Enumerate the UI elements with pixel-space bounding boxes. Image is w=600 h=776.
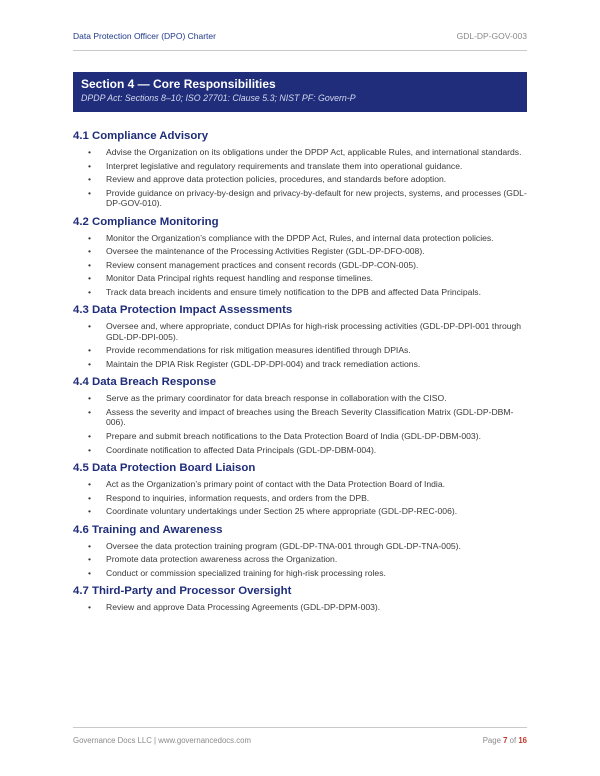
list-item-text: Oversee the maintenance of the Processing Activities Register (GDL-DP-DFO-008). [106,246,425,257]
list-item-text: Track data breach incidents and ensure timely notification to the DPB and affected Data Principals. [106,286,481,297]
bullet-list [73,541,527,579]
list-item-text: Respond to inquiries, information requests, and orders from the DPB. [106,492,370,503]
list-item [73,541,527,551]
list-item-text: Monitor the Organization’s compliance with the DPDP Act, Rules, and internal data protection policies. [106,232,494,243]
list-item-text: Promote data protection awareness across the Organization. [106,554,338,565]
section-heading: 4.6 Training and Awareness [73,523,223,536]
bullet-icon: • [88,321,92,332]
bullet-icon: • [88,187,92,198]
bullet-list [73,602,527,612]
list-item-text: Oversee the data protection training program (GDL-DP-TNA-001 through GDL-DP-TNA-005). [106,540,461,551]
section-title: Section 4 — Core Responsibilities [81,77,276,91]
list-item-text: Provide recommendations for risk mitigation measures identified through DPIAs. [106,345,411,356]
list-item-text: Maintain the DPIA Risk Register (GDL-DP-DPI-004) and track remediation actions. [106,358,421,369]
page-prefix: Page [482,736,504,745]
bullet-icon: • [88,540,92,551]
list-item-text: Conduct or commission specialized training for high-risk processing roles. [106,567,386,578]
section-heading: 4.4 Data Breach Response [73,376,217,389]
list-item [73,147,527,157]
list-item [73,479,527,489]
section-5 [73,461,527,517]
list-item [73,445,527,455]
list-item-text: Interpret legislative and regulatory requirements and translate them into operational guidance. [106,160,463,171]
bullet-list [73,233,527,298]
page-of: of [507,736,519,745]
bullet-icon: • [88,174,92,185]
bullet-icon: • [88,232,92,243]
bullet-icon: • [88,273,92,284]
bullet-icon: • [88,567,92,578]
document-code: GDL-DP-GOV-003 [456,31,527,41]
bullet-list [73,147,527,209]
page-header [73,31,527,51]
list-item-text: Coordinate notification to affected Data Principals (GDL-DP-DBM-004). [106,444,377,455]
page-current: 7 [503,736,508,745]
page-footer [73,727,527,745]
section-heading: 4.1 Compliance Advisory [73,130,209,142]
bullet-icon: • [88,492,92,503]
section-4 [73,375,527,455]
list-item [73,393,527,403]
bullet-icon: • [88,393,92,404]
bullet-icon: • [88,602,92,613]
document-title: Data Protection Officer (DPO) Charter [73,31,216,41]
section-banner [73,72,527,112]
list-item-text: Assess the severity and impact of breaches using the Breach Severity Classification Matrix (GDL-DP-DBM-006). [106,406,514,428]
list-item [73,260,527,270]
document-body [73,129,527,619]
list-item [73,188,527,209]
list-item [73,431,527,441]
page-total: 16 [518,736,527,745]
list-item [73,554,527,564]
page-number [483,736,527,745]
bullet-icon: • [88,506,92,517]
bullet-icon: • [88,478,92,489]
list-item [73,407,527,428]
list-item [73,273,527,283]
bullet-list [73,393,527,455]
bullet-icon: • [88,444,92,455]
bullet-icon: • [88,345,92,356]
list-item [73,161,527,171]
list-item-text: Act as the Organization’s primary point of contact with the Data Protection Board of India. [106,478,445,489]
section-heading: 4.2 Compliance Monitoring [73,215,219,228]
list-item-text: Serve as the primary coordinator for data breach response in collaboration with the CISO. [106,393,447,404]
list-item [73,568,527,578]
section-3 [73,303,527,369]
section-subtitle: DPDP Act: Sections 8–10; ISO 27701: Clause 5.3; NIST PF: Govern-P [81,93,356,103]
list-item [73,345,527,355]
bullet-icon: • [88,246,92,257]
list-item-text: Coordinate voluntary undertakings under Section 25 where appropriate (GDL-DP-REC-006). [106,506,458,517]
bullet-icon: • [88,406,92,417]
list-item-text: Review consent management practices and consent records (GDL-DP-CON-005). [106,259,419,270]
list-item-text: Oversee and, where appropriate, conduct DPIAs for high-risk processing activities (GDL-DP-DPI-001 through GDL-DP-DPI-005). [106,321,522,342]
section-7 [73,584,527,612]
list-item [73,359,527,369]
list-item [73,602,527,612]
list-item [73,287,527,297]
bullet-icon: • [88,259,92,270]
section-1 [73,129,527,209]
section-heading: 4.3 Data Protection Impact Assessments [73,304,293,317]
list-item-text: Monitor Data Principal rights request handling and response timelines. [106,273,374,284]
section-heading: 4.5 Data Protection Board Liaison [73,461,256,474]
bullet-icon: • [88,286,92,297]
list-item-text: Review and approve Data Processing Agreements (GDL-DP-DPM-003). [106,602,381,613]
section-6 [73,523,527,579]
list-item [73,174,527,184]
bullet-icon: • [88,358,92,369]
list-item-text: Review and approve data protection policies, procedures, and standards before adoption. [106,174,447,185]
bullet-list [73,321,527,369]
section-heading: 4.7 Third-Party and Processor Oversight [73,585,292,598]
list-item-text: Provide guidance on privacy-by-design and privacy-by-default for new projects, systems, and processes (GDL-DP-GOV-010). [106,187,527,209]
list-item [73,321,527,342]
footer-company: Governance Docs LLC | www.governancedocs.com [73,736,251,745]
list-item [73,506,527,516]
list-item-text: Advise the Organization on its obligations under the DPDP Act, applicable Rules, and international standards. [106,147,522,157]
section-2 [73,215,527,298]
list-item [73,246,527,256]
bullet-icon: • [88,554,92,565]
list-item [73,233,527,243]
bullet-list [73,479,527,517]
bullet-icon: • [88,160,92,171]
bullet-icon: • [88,430,92,441]
bullet-icon: • [88,147,92,157]
list-item [73,493,527,503]
list-item-text: Prepare and submit breach notifications to the Data Protection Board of India (GDL-DP-DBM-003). [106,430,481,441]
